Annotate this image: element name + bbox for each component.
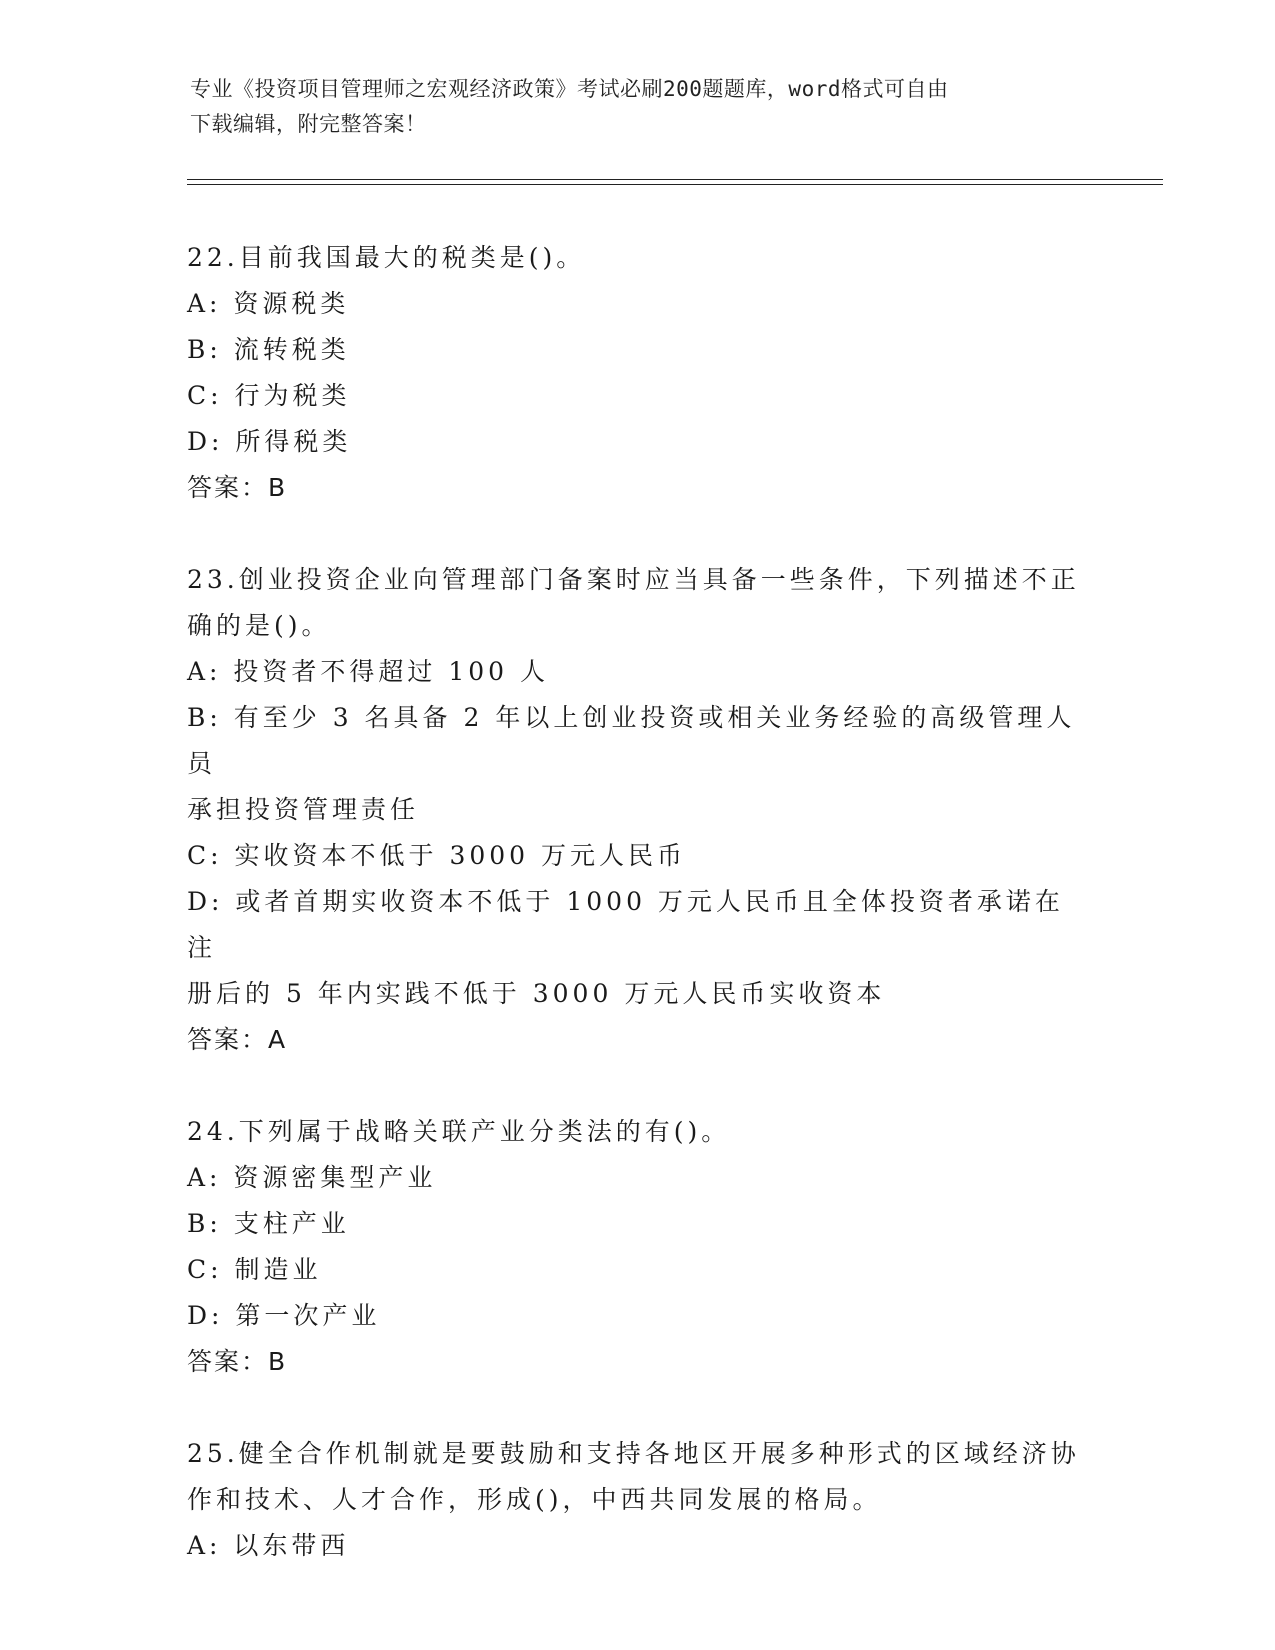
answer-option: A: 以东带西 [187, 1531, 350, 1560]
answer-option: A: 投资者不得超过 100 人 [187, 657, 550, 686]
answer-key: 答案：A [187, 1025, 288, 1054]
answer-option: 承担投资管理责任 [187, 795, 420, 824]
header-divider-top [187, 179, 1163, 180]
answer-option: B: 支柱产业 [187, 1209, 350, 1238]
answer-option: D: 或者首期实收资本不低于 1000 万元人民币且全体投资者承诺在注 [187, 887, 1064, 962]
question-stem: 22.目前我国最大的税类是()。 [187, 243, 586, 272]
question-spacer [187, 511, 1087, 557]
answer-option: D: 第一次产业 [187, 1301, 381, 1330]
header-divider-bottom [187, 184, 1163, 185]
answer-option: C: 实收资本不低于 3000 万元人民币 [187, 841, 687, 870]
answer-option: A: 资源税类 [187, 289, 350, 318]
document-header [190, 72, 1070, 142]
answer-option: D: 所得税类 [187, 427, 352, 456]
header-line-2: 下载编辑，附完整答案！ [190, 112, 427, 136]
answer-option: 册后的 5 年内实践不低于 3000 万元人民币实收资本 [187, 979, 886, 1008]
question-block [187, 557, 1087, 1063]
question-stem: 作和技术、人才合作，形成()，中西共同发展的格局。 [187, 1485, 882, 1514]
question-spacer [187, 1063, 1087, 1109]
answer-option: C: 行为税类 [187, 381, 351, 410]
header-line-1: 专业《投资项目管理师之宏观经济政策》考试必刷200题题库，word格式可自由 [190, 77, 949, 101]
answer-key: 答案：B [187, 473, 288, 502]
question-block [187, 235, 1087, 511]
question-list [187, 235, 1087, 1569]
answer-option: B: 流转税类 [187, 335, 350, 364]
answer-option: B: 有至少 3 名具备 2 年以上创业投资或相关业务经验的高级管理人员 [187, 703, 1076, 778]
question-block [187, 1109, 1087, 1385]
question-block [187, 1431, 1087, 1569]
question-stem: 25.健全合作机制就是要鼓励和支持各地区开展多种形式的区域经济协 [187, 1439, 1080, 1468]
answer-option: C: 制造业 [187, 1255, 322, 1284]
question-stem: 24.下列属于战略关联产业分类法的有()。 [187, 1117, 731, 1146]
answer-option: A: 资源密集型产业 [187, 1163, 437, 1192]
answer-key: 答案：B [187, 1347, 288, 1376]
question-stem: 确的是()。 [187, 611, 331, 640]
question-stem: 23.创业投资企业向管理部门备案时应当具备一些条件，下列描述不正 [187, 565, 1080, 594]
question-spacer [187, 1385, 1087, 1431]
